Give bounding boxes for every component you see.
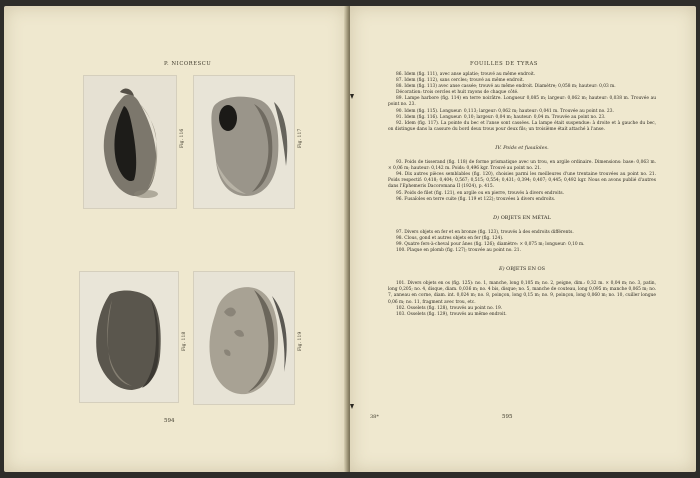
figure-caption: Fig. 118 <box>182 331 187 351</box>
signature-mark: 38* <box>370 414 379 420</box>
section-letter: E) <box>498 266 505 273</box>
section-heading <box>388 266 656 272</box>
catalog-entry: 92. Idem (fig. 117). La pointe du bec et l'anse sont cassées. La lampe était suspendue: à droite et à gauche du bec, on distingue dans la cassure du bord deux trous pour deux fils; un troisième était attaché à l'anse. <box>388 120 656 132</box>
section-title: OBJETS EN MÉTAL <box>500 214 551 221</box>
figure-plate-117 <box>194 76 294 208</box>
section-heading: IV. Poids et fusaïoles. <box>495 144 549 151</box>
catalog-entry: 88. Idem (fig. 113) avec anse cassée; trouvé au même endroit. Diamètre; 0,058 m; hauteur: 0,03 m. <box>396 84 616 90</box>
right-page <box>350 6 696 472</box>
figure-caption: Fig. 116 <box>180 128 185 148</box>
catalog-entry: 87. Idem (fig. 112), sans cercles; trouvé au même endroit. <box>396 78 525 84</box>
catalog-entry: 95. Poids de filet (fig. 121), en argile ou en pierre, trouvés à divers endroits. <box>396 190 565 196</box>
running-head-left: P. NICORESCU <box>164 61 212 67</box>
figure-plate-118 <box>80 272 178 402</box>
weight-photo <box>80 272 178 402</box>
lamp-photo <box>84 76 176 208</box>
body-text <box>388 72 656 318</box>
catalog-entry: 103. Osselets (fig. 129), trouvés au même endroit. <box>396 311 507 317</box>
margin-mark <box>350 404 354 409</box>
figure-caption: Fig. 119 <box>298 331 303 351</box>
catalog-entry: 102. Osselets (fig. 128), trouvés au point no. 19. <box>396 305 503 311</box>
running-head-right: FOUILLES DE TYRAS <box>470 61 539 67</box>
page-number-left: 594 <box>164 418 175 424</box>
section-title: OBJETS EN OS <box>506 266 546 273</box>
catalog-entry: 99. Quatre fers-à-cheval pour ânes (fig. 126); diamètre: × 0,075 m; longueur: 0,10 m. <box>396 241 585 247</box>
catalog-entry: 89. Lampe harbore (fig. 114) en terre noirâtre. Longueur 0,085 m; largeur: 0,062 m; hauteur: 0,038 m. Trouvée au point no. 23. <box>388 96 656 108</box>
catalog-entry: 94. Dix autres pièces semblables (fig. 120), choisies parmi les meilleures d'une trentaine trouvées au point no. 21. Poids respectif: 0,418; 0,404; 0,567; 0,515; 0,554; 0,431; 0,394; 0,407; 0,445; 0,492 kgr. Nous en avons publié d'autres dans l'Ephemeris Dacoromana II (1924), p. 415. <box>388 172 656 190</box>
catalog-entry: Décoration: trois cercles et huit rayons de chaque côté. <box>396 90 519 96</box>
catalog-entry: 100. Plaque en plomb (fig. 127); trouvée au point no. 21. <box>396 248 521 254</box>
lamp-photo <box>194 76 294 208</box>
catalog-entry: 97. Divers objets en fer et en bronze (fig. 123), trouvés à des endroits différents. <box>396 229 574 235</box>
figure-plate-119 <box>194 272 294 404</box>
catalog-entry: 91. Idem (fig. 116). Longueur: 0,10; largeur: 0,04 m; hauteur: 0,04 m. Trouvée au point no. 23. <box>396 114 606 120</box>
page-number-right: 595 <box>502 414 513 420</box>
catalog-entry: 86. Idem (fig. 111), avec anse aplatie; trouvé au même endroit. <box>396 72 536 77</box>
section-heading <box>388 215 656 221</box>
figure-plate-116 <box>84 76 176 208</box>
catalog-entry: 90. Idem (fig. 115). Longueur: 0,113; largeur: 0,062 m; hauteur: 0,041 m. Trouvée au point no. 23. <box>396 108 614 114</box>
section-letter: D) <box>493 214 500 221</box>
catalog-entry: 96. Fusaïoles en terre cuite (fig. 119 et 122); trouvées à divers endroits. <box>396 196 556 202</box>
weight-photo <box>194 272 294 404</box>
left-page <box>4 6 347 472</box>
margin-mark <box>350 94 354 99</box>
figure-caption: Fig. 117 <box>298 128 303 148</box>
catalog-entry: 101. Divers objets en os (fig. 125): no. 1, manche, long 0,105 m; no. 2, peigne, dim.: 0,32 m. × 0,04 m; no. 3, patin, long 0,205; no. 4, disque, diam. 0,036 m; no. 4 bis, disque; no. 5, manche de couteau, long 0,095 m; manche 0,065 m; no. 7, anneau en corne, diam. int. 0,024 m; no. 8, poinçon, long 0,15 m; no. 9, poinçon, long 0,060 m; no. 10, cuiller longue 0,06 m; no. 11, fragment avec trou, etc. <box>388 281 656 305</box>
catalog-entry: 98. Clous, gond et autres objets en fer (fig. 124). <box>396 235 504 241</box>
catalog-entry: 93. Poids de tisserand (fig. 118) de forme prismatique avec un trou, en argile ordinaire. Dimensions: base: 0,063 m. × 0,06 m; hauteur: 0,142 m. Poids: 0,496 kgr. Trouvé au point no. 21. <box>388 160 656 172</box>
